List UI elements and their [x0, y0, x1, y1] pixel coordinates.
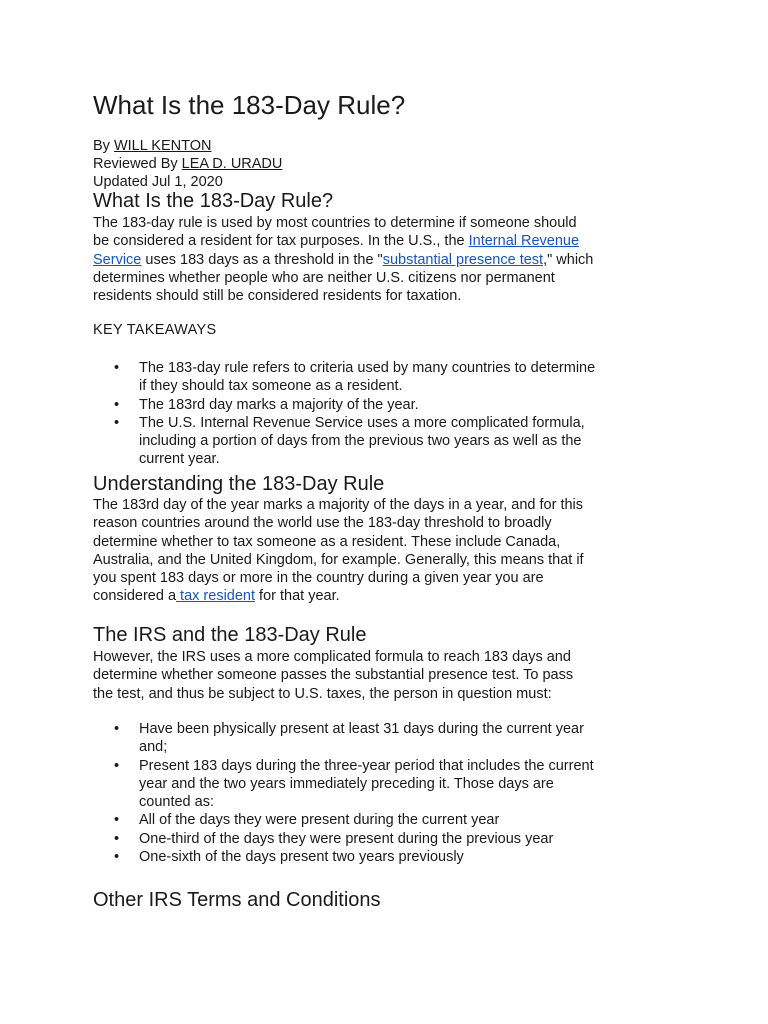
page-title: What Is the 183-Day Rule? — [93, 90, 406, 120]
substantial-presence-test-link[interactable]: substantial presence test — [382, 251, 544, 268]
list-item: • One-third of the days they were present during the previous year — [93, 830, 693, 848]
list-item: • One-sixth of the days present two years previously — [93, 848, 693, 866]
list-item: • The 183-day rule refers to criteria used by many countries to determine if they should tax someone as a resident. — [93, 359, 693, 396]
tax-resident-link[interactable]: tax resident — [176, 588, 256, 605]
list-item: • Present 183 days during the three-year period that includes the current year and the two years immediately preceding it. Those days are counted as: — [93, 757, 693, 812]
author-link[interactable]: WILL KENTON — [113, 138, 212, 154]
reviewer-link[interactable]: LEA D. URADU — [181, 156, 283, 172]
understanding-text-a: The 183rd day of the year marks a majority of the days in a year, and for this reason countries around the world use the 183-day threshold to broadly determine whether to tax someone as a resident. These include Canada, Australia, and the United Kingdom, for example. Generally, this means that if you spent 183 days or more in the country during a given year you are considered a — [93, 497, 584, 605]
byline — [93, 137, 282, 191]
by-prefix: By — [93, 138, 114, 154]
updated-date: Updated Jul 1, 2020 — [93, 174, 223, 190]
understanding-text-b: for that year. — [255, 588, 340, 605]
key-takeaways-label: KEY TAKEAWAYS — [93, 322, 217, 338]
intro-text-c: ," which determines whether people who are neither U.S. citizens nor permanent residents should still be considered residents for taxation. — [93, 251, 594, 305]
irs-requirements-list — [93, 720, 693, 866]
reviewed-prefix: Reviewed By — [93, 156, 182, 172]
author-line — [93, 137, 282, 155]
list-item: • The U.S. Internal Revenue Service uses a more complicated formula, including a portion of days from the previous two years as well as the current year. — [93, 414, 693, 469]
list-item: • All of the days they were present during the current year — [93, 811, 693, 829]
list-item: • The 183rd day marks a majority of the year. — [93, 396, 693, 414]
key-takeaways-list — [93, 359, 693, 469]
section-heading-what-is: What Is the 183-Day Rule? — [93, 190, 334, 212]
irs-link[interactable]: Internal Revenue Service — [93, 233, 580, 268]
section-heading-understanding: Understanding the 183-Day Rule — [93, 473, 385, 495]
intro-text-b: uses 183 days as a threshold in the " — [141, 251, 383, 268]
section-heading-other-terms: Other IRS Terms and Conditions — [93, 889, 381, 911]
intro-text-a: The 183-day rule is used by most countries to determine if someone should be considered a resident for tax purposes. In the U.S., the — [93, 215, 577, 250]
section-heading-irs: The IRS and the 183-Day Rule — [93, 624, 367, 646]
reviewer-line — [93, 155, 282, 173]
list-item: • Have been physically present at least 31 days during the current year and; — [93, 720, 693, 757]
understanding-paragraph — [93, 496, 693, 606]
irs-paragraph: However, the IRS uses a more complicated formula to reach 183 days and determine whether someone passes the substantial presence test. To pass the test, and thus be subject to U.S. taxes, the person in question must: — [93, 649, 574, 702]
intro-paragraph — [93, 214, 693, 305]
